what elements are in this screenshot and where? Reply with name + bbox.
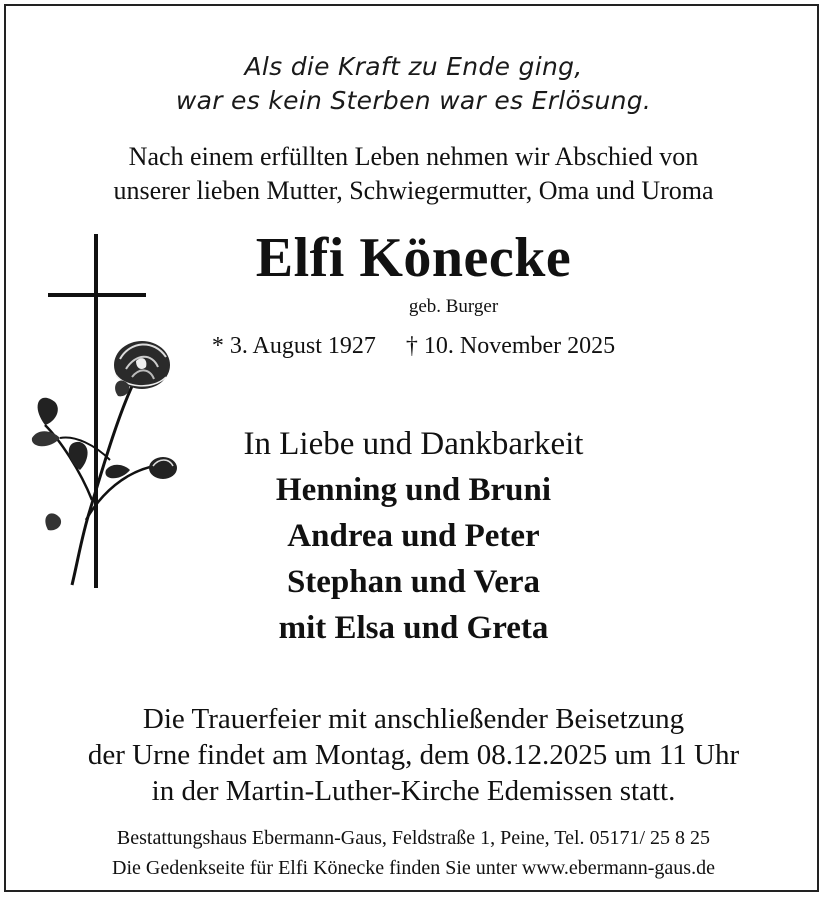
cross-bar [48, 293, 146, 297]
mourner-line: Henning und Bruni [275, 472, 552, 508]
intro-line-1: Nach einem erfüllten Leben nehmen wir Abschied von [128, 142, 699, 171]
service-line-2: der Urne findet am Montag, dem 08.12.2025 um 11 Uhr [87, 739, 740, 771]
intro-line-2: unserer lieben Mutter, Schwiegermutter, Oma und Uroma [113, 176, 714, 205]
mourner-line: mit Elsa und Greta [278, 610, 549, 646]
service-line-1: Die Trauerfeier mit anschließender Beisetzung [142, 703, 685, 735]
mourners-heading: In Liebe und Dankbarkeit [243, 426, 584, 462]
funeral-home-line: Bestattungshaus Ebermann-Gaus, Feldstraße 1, Peine, Tel. 05171/ 25 8 25 [116, 827, 711, 849]
birth-date: * 3. August 1927 [211, 333, 376, 359]
maiden-name: geb. Burger [408, 296, 499, 317]
memorial-page-line: Die Gedenkseite für Elfi Könecke finden Sie unter www.ebermann-gaus.de [112, 857, 715, 879]
service-line-3: in der Martin-Luther-Kirche Edemissen statt. [151, 775, 676, 807]
mourner-line: Stephan und Vera [286, 564, 541, 600]
poem-line-1: Als die Kraft zu Ende ging, [244, 52, 583, 81]
poem-line-2: war es kein Sterben war es Erlösung. [175, 86, 652, 115]
mourner-line: Andrea und Peter [287, 518, 540, 554]
death-date: † 10. November 2025 [405, 333, 616, 359]
deceased-name: Elfi Könecke [255, 227, 572, 289]
